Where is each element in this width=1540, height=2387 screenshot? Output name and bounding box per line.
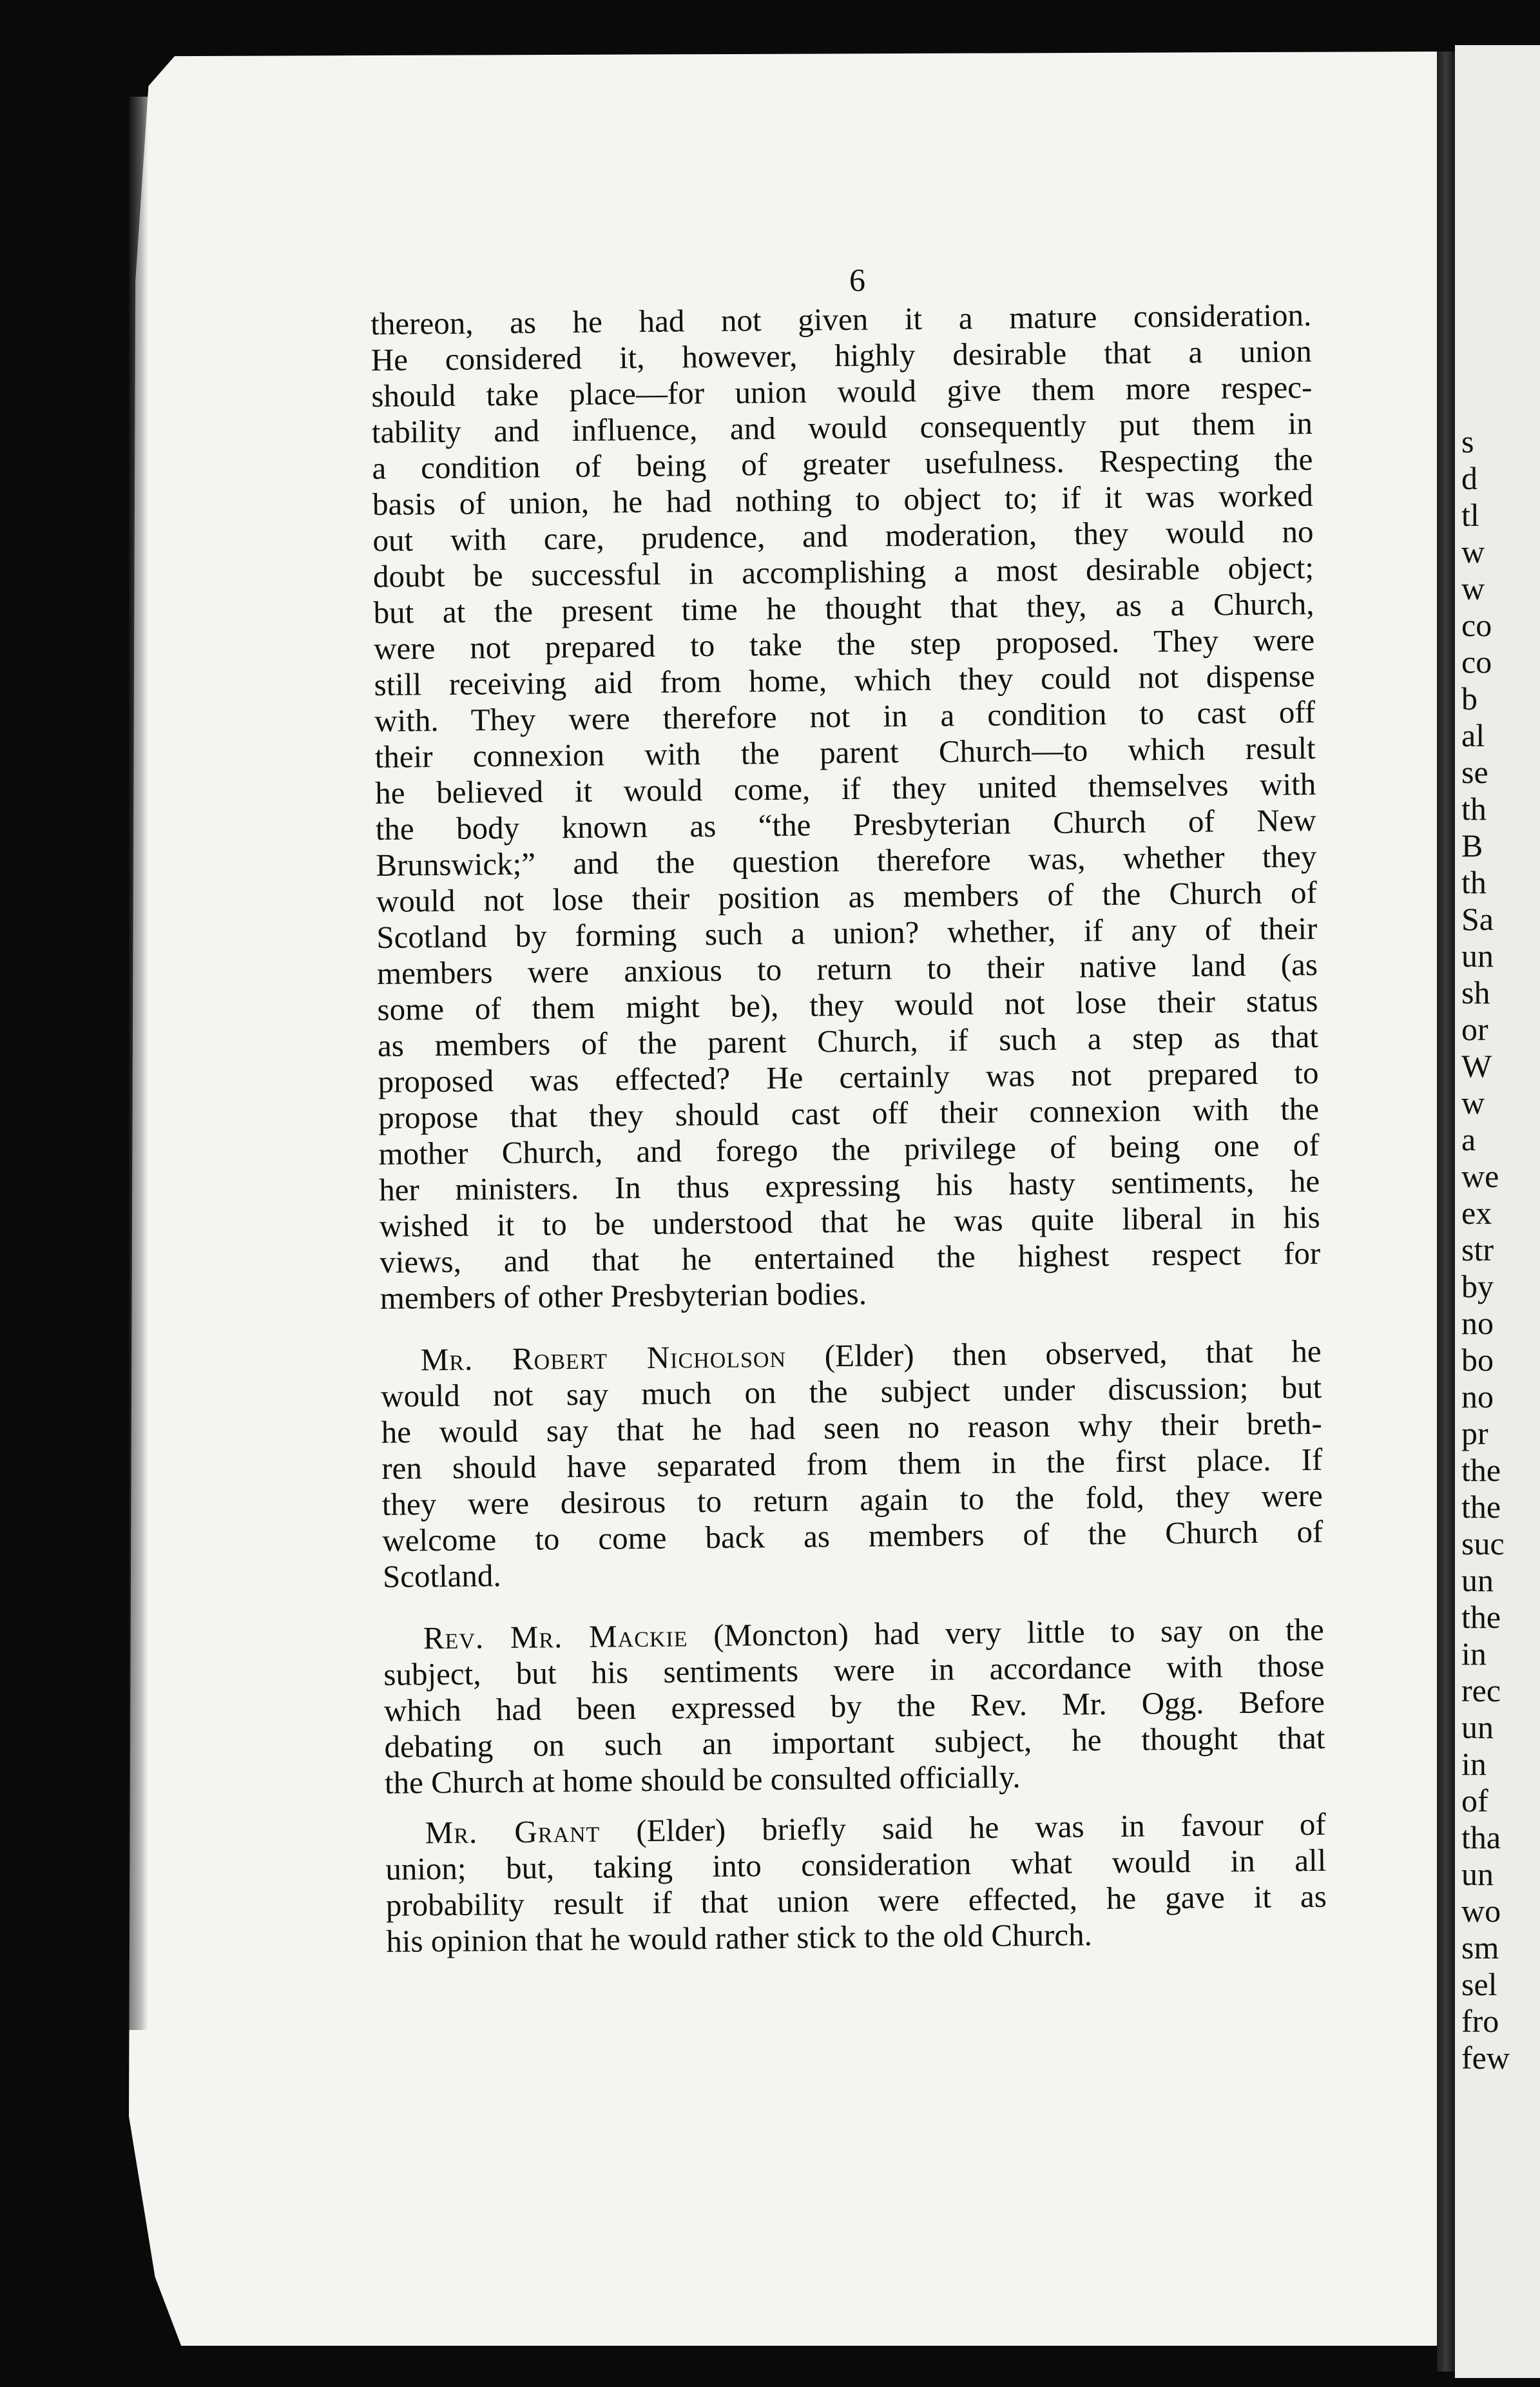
adjacent-page-fragment: in (1461, 1746, 1487, 1782)
text-line: Rev. Mr. Mackie (Moncton) had very little to say on the (423, 1611, 1325, 1656)
adjacent-page-fragment: w (1461, 570, 1485, 606)
text-line: still receiving aid from home, which they could not dispense (374, 657, 1315, 702)
adjacent-page-fragment: a (1461, 1121, 1476, 1157)
adjacent-page-fragment: the (1461, 1452, 1501, 1488)
text-line: her ministers. In thus expressing his hasty sentiments, he (378, 1163, 1320, 1208)
adjacent-page-fragment: ex (1461, 1195, 1492, 1231)
text-line: members were anxious to return to their native land (as (376, 946, 1318, 991)
speaker-name: Rev. Mr. Mackie (423, 1618, 688, 1656)
page-fold-shadow (129, 97, 148, 2030)
adjacent-page-fragment: the (1461, 1599, 1501, 1635)
text-line: some of them might be), they would not lose their status (377, 982, 1318, 1027)
text-line: He considered it, however, highly desirable that a union (371, 333, 1312, 378)
adjacent-page-fragment: tl (1461, 497, 1479, 533)
text-line: welcome to come back as members of the Church of (382, 1513, 1323, 1558)
adjacent-page-fragment: the (1461, 1489, 1501, 1525)
adjacent-page-fragment: B (1461, 827, 1483, 864)
adjacent-page-fragment: w (1461, 1085, 1485, 1121)
adjacent-page-fragment: un (1461, 938, 1494, 974)
adjacent-page-fragment: Sa (1461, 901, 1494, 937)
text-line: their connexion with the parent Church—to which result (374, 730, 1316, 775)
text-line: Scotland by forming such a union? whether, if any of their (376, 910, 1318, 955)
adjacent-page-fragment: str (1461, 1232, 1494, 1268)
adjacent-page-fragment: d (1461, 460, 1477, 496)
adjacent-page-fragment: of (1461, 1783, 1488, 1819)
adjacent-page-fragment: few (1461, 2040, 1510, 2076)
speaker-name: Mr. Robert Nicholson (420, 1338, 787, 1378)
text-line: members of other Presbyterian bodies. (380, 1275, 867, 1316)
text-line: ren should have separated from them in the first place. If (381, 1441, 1323, 1486)
text-line: out with care, prudence, and moderation, they would no (372, 513, 1314, 558)
adjacent-page-fragment: se (1461, 754, 1488, 790)
text-line: the Church at home should be consulted officially. (384, 1759, 1021, 1801)
text-line: Mr. Grant (Elder) briefly said he was in favour of (425, 1806, 1326, 1851)
adjacent-page-fragment: fro (1461, 2003, 1499, 2039)
text-line: would not lose their position as members of the Church of (376, 874, 1318, 919)
text-line: subject, but his sentiments were in accordance with those (383, 1647, 1325, 1692)
text-line: wished it to be understood that he was quite liberal in his (379, 1199, 1320, 1244)
text-line: should take place—for union would give them more respec- (371, 369, 1313, 414)
paragraph-4 (385, 1806, 1327, 1960)
text-line: were not prepared to take the step proposed. They were (373, 621, 1315, 666)
text-line: as members of the parent Church, if such a step as that (377, 1018, 1319, 1063)
adjacent-page-fragment: sh (1461, 974, 1490, 1010)
adjacent-page-fragment: in (1461, 1636, 1487, 1672)
text-line: Scotland. (382, 1558, 501, 1594)
paragraph-3 (383, 1612, 1326, 1801)
adjacent-page-fragment: un (1461, 1562, 1494, 1598)
adjacent-page-fragment: co (1461, 607, 1492, 643)
adjacent-page-fragment: tha (1461, 1819, 1501, 1855)
speaker-name: Mr. Grant (425, 1813, 601, 1851)
text-line: his opinion that he would rather stick to the old Church. (386, 1917, 1093, 1959)
text-line: he believed it would come, if they united themselves with (374, 766, 1316, 811)
adjacent-page-fragment: co (1461, 644, 1492, 680)
text-line: tability and influence, and would consequently put them in (371, 405, 1313, 450)
book-gutter (1437, 52, 1455, 2372)
adjacent-page-fragment: wo (1461, 1893, 1501, 1929)
body-text (371, 297, 1327, 1960)
text-line: views, and that he entertained the highest respect for (379, 1235, 1321, 1280)
text-line: Mr. Robert Nicholson (Elder) then observed, that he (420, 1333, 1322, 1378)
adjacent-page-fragment: or (1461, 1011, 1488, 1047)
adjacent-page-edge (1455, 45, 1540, 2378)
text-line: they were desirous to return again to the fold, they were (381, 1477, 1323, 1522)
text-line: Brunswick;” and the question therefore was, whether they (376, 838, 1317, 883)
adjacent-page-fragment: W (1461, 1048, 1492, 1084)
adjacent-page-fragment: al (1461, 717, 1485, 753)
text-line: proposed was effected? He certainly was not prepared to (378, 1054, 1319, 1099)
text-line: which had been expressed by the Rev. Mr. Ogg. Before (383, 1683, 1325, 1728)
adjacent-page-fragment: by (1461, 1268, 1494, 1304)
paragraph-2 (380, 1333, 1323, 1595)
text-line: with. They were therefore not in a condition to cast off (374, 693, 1316, 739)
page-number: 6 (849, 262, 865, 298)
text-line: probability result if that union were effected, he gave it as (385, 1878, 1327, 1923)
text-line: the body known as “the Presbyterian Church of New (375, 802, 1316, 847)
adjacent-page-fragment: suc (1461, 1525, 1505, 1561)
text-line: would not say much on the subject under discussion; but (380, 1369, 1322, 1414)
text-line: he would say that he had seen no reason why their breth- (381, 1405, 1322, 1450)
adjacent-page-fragment: th (1461, 864, 1487, 900)
text-line: a condition of being of greater usefulness. Respecting the (372, 441, 1313, 486)
text-line: debating on such an important subject, he thought that (384, 1719, 1325, 1764)
adjacent-page-fragment: pr (1461, 1415, 1488, 1451)
adjacent-page-fragment: sm (1461, 1929, 1499, 1966)
text-line: mother Church, and forego the privilege of being one of (378, 1126, 1320, 1172)
adjacent-page-fragment: rec (1461, 1672, 1501, 1708)
adjacent-page-fragment: sel (1461, 1966, 1497, 2002)
text-line: propose that they should cast off their connexion with the (378, 1090, 1320, 1136)
text-line: basis of union, he had nothing to object to; if it was worked (372, 477, 1314, 522)
text-line: but at the present time he thought that they, as a Church, (373, 585, 1314, 630)
paragraph-1 (371, 297, 1321, 1317)
adjacent-page-fragment: bo (1461, 1342, 1494, 1378)
adjacent-page-fragment: th (1461, 791, 1487, 827)
adjacent-page-fragment: we (1461, 1158, 1499, 1194)
text-line: union; but, taking into consideration what would in all (385, 1842, 1327, 1887)
adjacent-page-fragment: no (1461, 1305, 1494, 1341)
adjacent-page-fragment: no (1461, 1378, 1494, 1415)
text-line: doubt be successful in accomplishing a most desirable object; (372, 549, 1314, 594)
adjacent-page-fragment: s (1461, 423, 1474, 459)
adjacent-page-fragment: w (1461, 534, 1485, 570)
adjacent-page-fragment: un (1461, 1709, 1494, 1745)
adjacent-page-fragment: un (1461, 1856, 1494, 1892)
adjacent-page-fragment: b (1461, 681, 1477, 717)
text-line: thereon, as he had not given it a mature consideration. (371, 296, 1312, 342)
